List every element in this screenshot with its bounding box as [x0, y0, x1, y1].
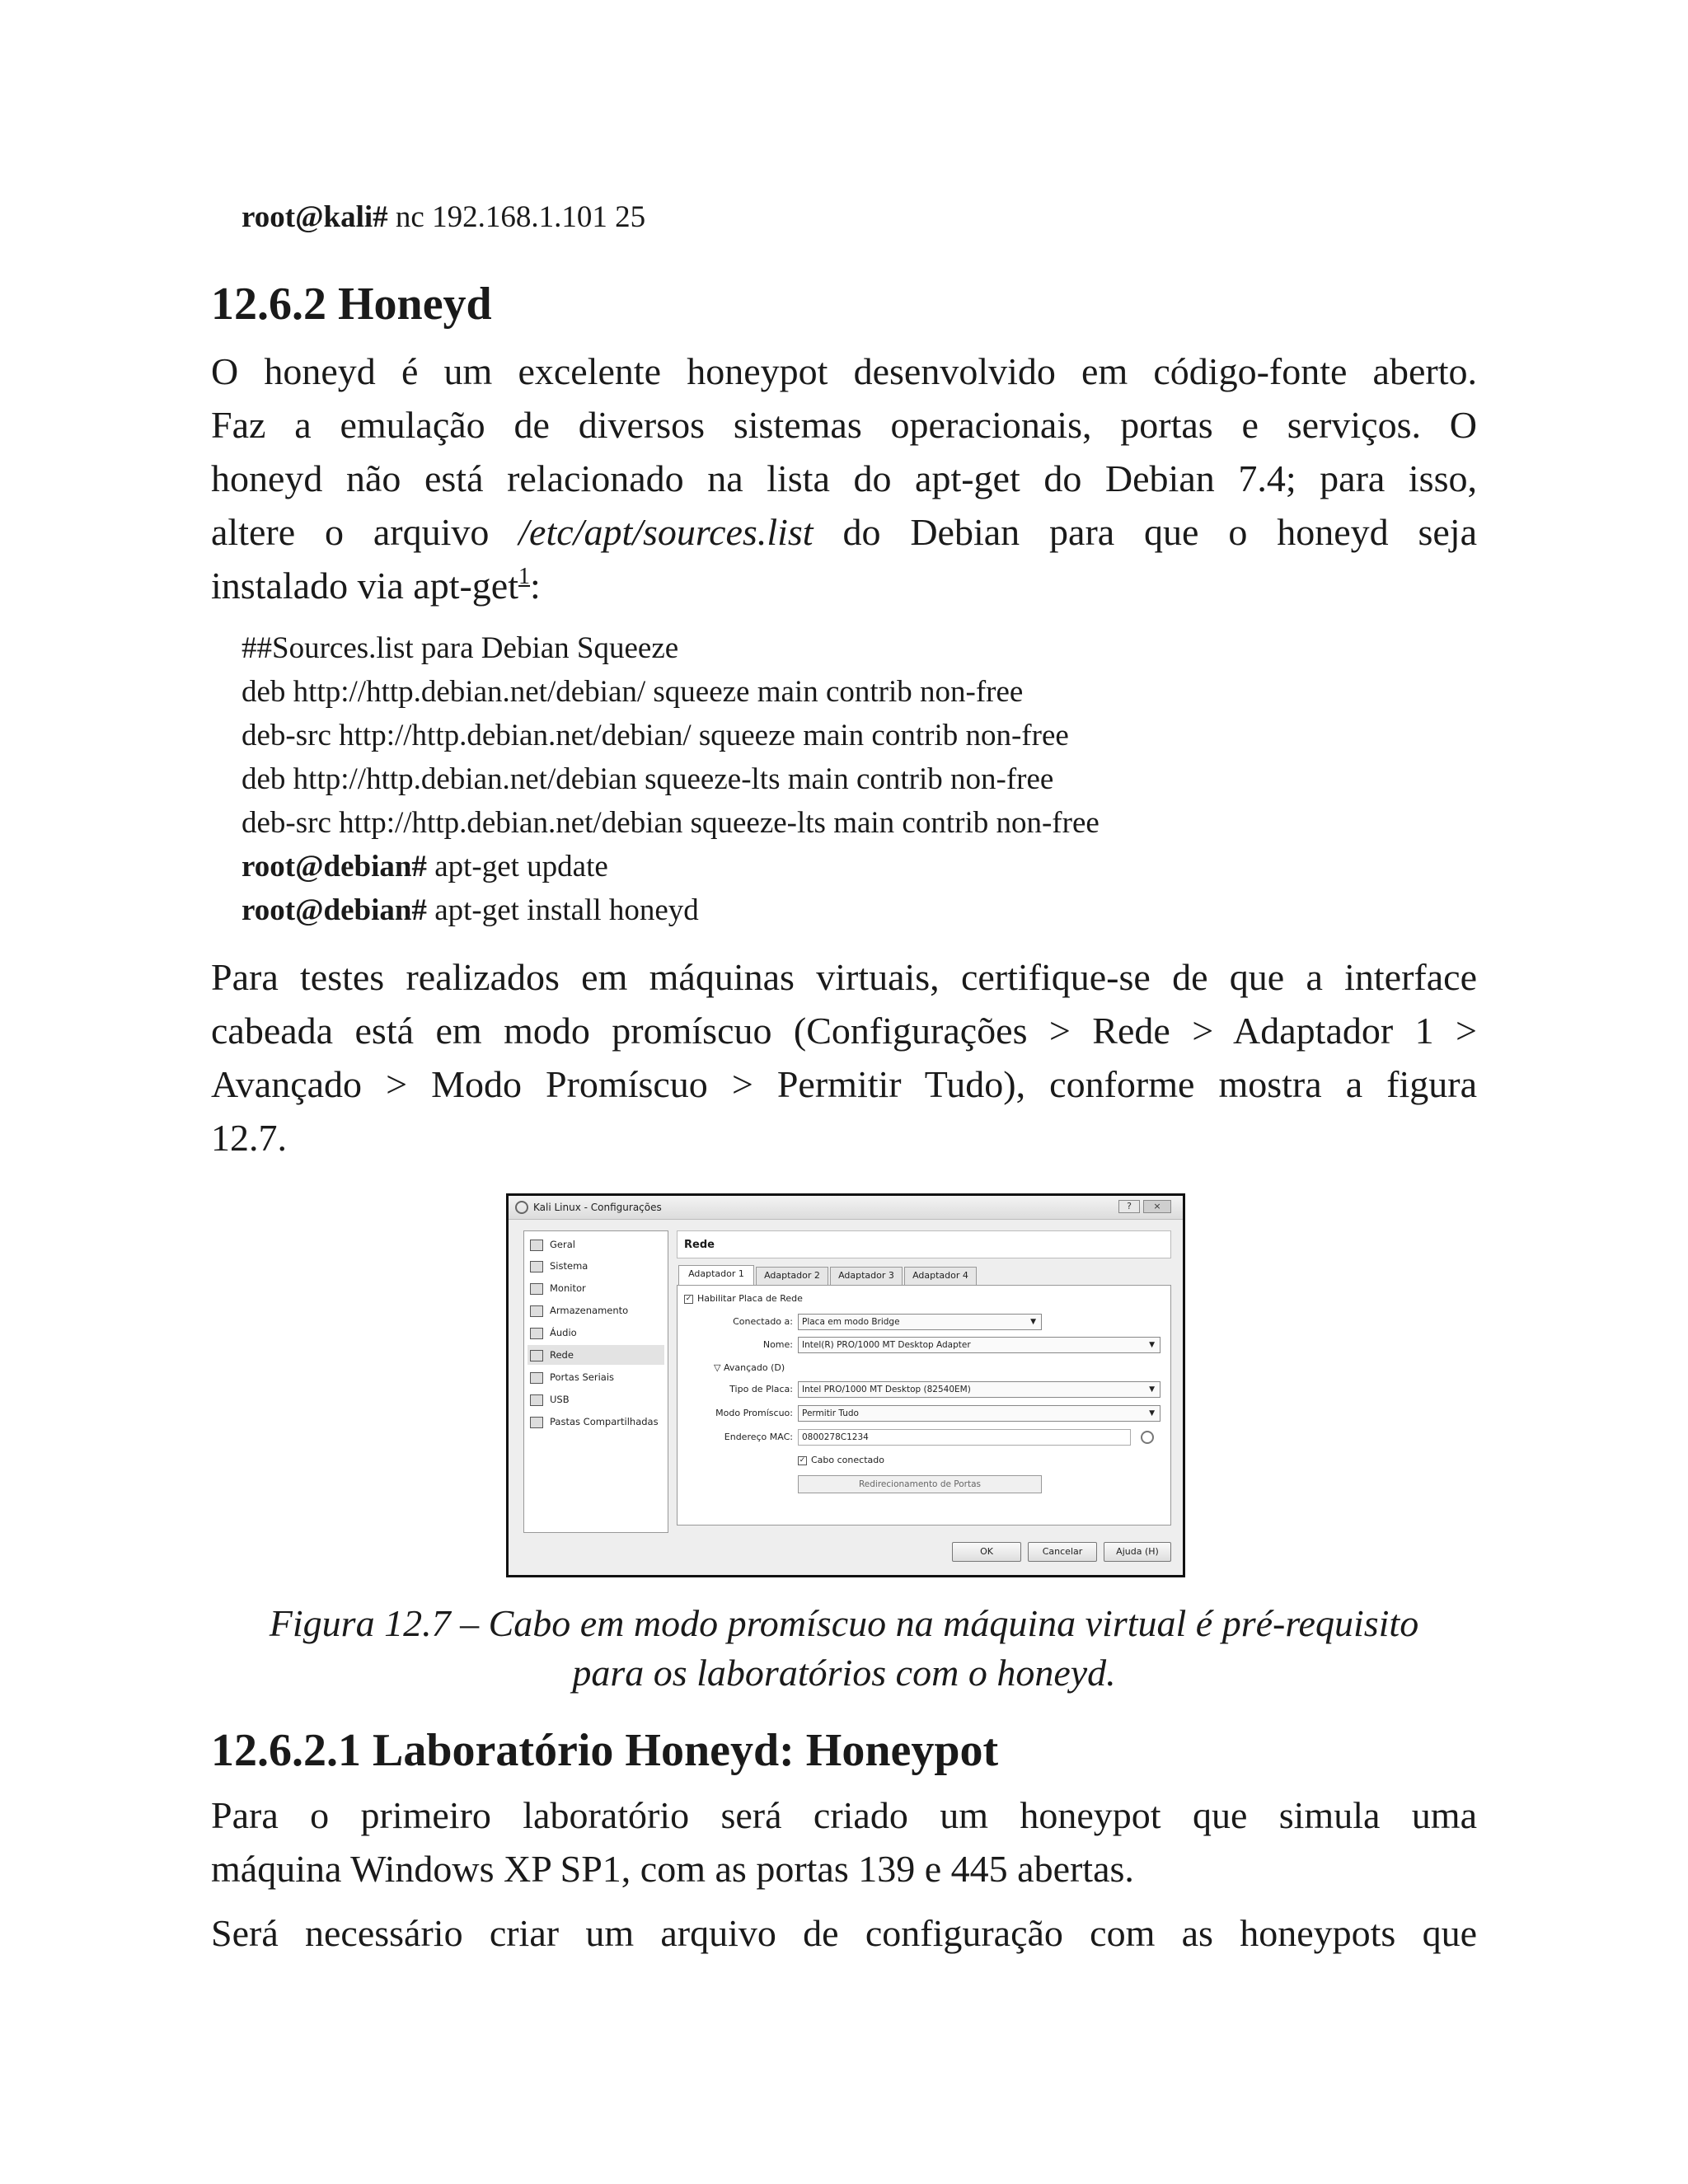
- paragraph-line: [211, 559, 1477, 612]
- sidebar-item-monitor[interactable]: [528, 1278, 664, 1298]
- footnote-ref[interactable]: 1: [518, 564, 530, 589]
- settings-sidebar: [523, 1230, 668, 1533]
- sidebar-item-portas-seriais[interactable]: [528, 1367, 664, 1387]
- checkbox-label: Cabo conectado: [811, 1455, 884, 1465]
- select-value: Intel PRO/1000 MT Desktop (82540EM): [802, 1385, 971, 1394]
- gear-icon: [515, 1201, 528, 1214]
- paragraph-vm-note: [211, 950, 1477, 1165]
- tab-adaptador-1[interactable]: Adaptador 1: [678, 1265, 754, 1285]
- system-icon: [530, 1261, 543, 1272]
- text-segment: altere o arquivo: [211, 511, 490, 553]
- paragraph-line: Faz a emulação de diversos sistemas operacionais, portas e serviços. O: [211, 404, 1477, 446]
- promisc-label: Modo Promíscuo:: [715, 1408, 793, 1418]
- paragraph-line: máquina Windows XP SP1, com as portas 139 e 445 abertas.: [211, 1848, 1134, 1890]
- code-line: deb-src http://http.debian.net/debian squeeze-lts main contrib non-free: [241, 806, 1100, 840]
- prompt: root@debian#: [241, 850, 427, 883]
- sidebar-item-label: Armazenamento: [550, 1305, 629, 1316]
- select-value: Intel(R) PRO/1000 MT Desktop Adapter: [802, 1340, 971, 1350]
- tab-adaptador-3[interactable]: Adaptador 3: [830, 1267, 903, 1285]
- subsection-heading: 12.6.2.1 Laboratório Honeyd: Honeypot: [211, 1725, 999, 1776]
- text-segment: instalado via apt-get: [211, 565, 518, 607]
- sidebar-item-label: Geral: [550, 1239, 575, 1250]
- name-select[interactable]: [798, 1337, 1160, 1353]
- sidebar-item-usb[interactable]: [528, 1390, 664, 1409]
- sidebar-item-label: Áudio: [550, 1327, 577, 1338]
- paragraph-line: Para testes realizados em máquinas virtuais, certifique-se de que a interface: [211, 956, 1477, 998]
- code-line: deb http://http.debian.net/debian squeeze-lts main contrib non-free: [241, 762, 1054, 796]
- tab-adaptador-4[interactable]: Adaptador 4: [904, 1267, 977, 1285]
- paragraph-config: [211, 1906, 1477, 1960]
- dropdown-arrow-icon: ▼: [1149, 1385, 1155, 1394]
- cancel-button[interactable]: Cancelar: [1028, 1542, 1097, 1562]
- mac-input[interactable]: 0800278C1234: [798, 1429, 1131, 1446]
- speaker-icon: [530, 1328, 543, 1339]
- caption-line: Figura 12.7 – Cabo em modo promíscuo na máquina virtual é pré-requisito: [269, 1602, 1419, 1644]
- sidebar-item-label: Sistema: [550, 1260, 588, 1272]
- command: nc 192.168.1.101 25: [395, 200, 646, 234]
- select-value: Permitir Tudo: [802, 1408, 859, 1418]
- window-title: Kali Linux - Configurações: [533, 1202, 662, 1213]
- ok-button[interactable]: OK: [952, 1542, 1021, 1562]
- monitor-icon: [530, 1283, 543, 1295]
- command-line-update: [241, 851, 608, 883]
- figure-caption: [211, 1599, 1477, 1698]
- command: apt-get update: [434, 850, 608, 883]
- connected-select[interactable]: [798, 1314, 1042, 1330]
- help-dialog-button[interactable]: Ajuda (H): [1104, 1542, 1171, 1562]
- prompt: root@debian#: [241, 893, 427, 927]
- sidebar-item-audio[interactable]: [528, 1323, 664, 1343]
- paragraph-line: [211, 505, 1477, 559]
- paragraph-lab: [211, 1788, 1477, 1896]
- sidebar-item-label: Monitor: [550, 1282, 586, 1294]
- sidebar-item-rede[interactable]: [528, 1345, 664, 1365]
- section-header: Rede: [677, 1230, 1171, 1258]
- code-line: deb-src http://http.debian.net/debian/ squeeze main contrib non-free: [241, 719, 1069, 752]
- network-icon: [530, 1350, 543, 1361]
- sidebar-item-sistema[interactable]: [528, 1256, 664, 1276]
- promisc-select[interactable]: [798, 1405, 1160, 1422]
- paragraph-line: Será necessário criar um arquivo de configuração com as honeypots que: [211, 1912, 1477, 1954]
- dropdown-arrow-icon: ▼: [1149, 1341, 1155, 1349]
- port-forwarding-button[interactable]: Redirecionamento de Portas: [798, 1475, 1042, 1493]
- name-label: Nome:: [762, 1339, 793, 1350]
- paragraph-line: honeyd não está relacionado na lista do apt-get do Debian 7.4; para isso,: [211, 457, 1477, 499]
- triangle-down-icon: ▽: [714, 1362, 724, 1373]
- file-path: /etc/apt/sources.list: [518, 511, 814, 553]
- general-icon: [530, 1240, 543, 1251]
- sidebar-item-label: USB: [550, 1394, 570, 1405]
- settings-content: [677, 1230, 1175, 1537]
- check-icon: ✓: [685, 1294, 692, 1303]
- card-type-label: Tipo de Placa:: [729, 1384, 793, 1394]
- caption-line: para os laboratórios com o honeyd.: [572, 1652, 1116, 1694]
- text-segment: :: [530, 565, 541, 607]
- advanced-toggle[interactable]: [714, 1360, 785, 1376]
- code-line: ##Sources.list para Debian Squeeze: [241, 631, 679, 665]
- check-icon: ✓: [799, 1455, 806, 1465]
- adapter-panel: [677, 1285, 1171, 1526]
- text-segment: do Debian para que o honeyd seja: [842, 511, 1478, 553]
- checkbox-label: Habilitar Placa de Rede: [697, 1293, 803, 1304]
- sidebar-item-label: Pastas Compartilhadas: [550, 1416, 659, 1427]
- prompt: root@kali#: [241, 200, 388, 234]
- paragraph-intro: [211, 344, 1477, 612]
- sidebar-item-armazenamento[interactable]: [528, 1301, 664, 1320]
- figure-screenshot: [506, 1193, 1185, 1577]
- storage-icon: [530, 1305, 543, 1317]
- tab-adaptador-2[interactable]: Adaptador 2: [756, 1267, 828, 1285]
- card-type-select[interactable]: [798, 1381, 1160, 1398]
- dropdown-arrow-icon: ▼: [1030, 1318, 1036, 1326]
- sidebar-item-geral[interactable]: [528, 1235, 664, 1254]
- sidebar-item-pastas[interactable]: [528, 1412, 664, 1432]
- help-button[interactable]: ?: [1118, 1200, 1140, 1213]
- close-button[interactable]: ×: [1143, 1200, 1171, 1213]
- window-titlebar: [509, 1196, 1183, 1220]
- connected-label: Conectado a:: [733, 1316, 793, 1327]
- sidebar-item-label: Portas Seriais: [550, 1371, 615, 1383]
- paragraph-line: Avançado > Modo Promíscuo > Permitir Tudo), conforme mostra a figura: [211, 1063, 1477, 1105]
- command-line-nc: [241, 201, 645, 234]
- command-line-install: [241, 894, 699, 927]
- usb-icon: [530, 1394, 543, 1406]
- enable-adapter-checkbox[interactable]: [684, 1291, 803, 1307]
- command: apt-get install honeyd: [434, 893, 699, 927]
- paragraph-line: cabeada está em modo promíscuo (Configurações > Rede > Adaptador 1 >: [211, 1010, 1477, 1052]
- refresh-icon[interactable]: [1141, 1431, 1154, 1444]
- section-heading: 12.6.2 Honeyd: [211, 279, 492, 330]
- serial-port-icon: [530, 1372, 543, 1384]
- code-line: deb http://http.debian.net/debian/ squeeze main contrib non-free: [241, 675, 1024, 709]
- mac-label: Endereço MAC:: [724, 1432, 793, 1442]
- paragraph-line: O honeyd é um excelente honeypot desenvolvido em código-fonte aberto.: [211, 350, 1477, 392]
- cable-connected-checkbox[interactable]: [798, 1452, 884, 1469]
- sidebar-item-label: Rede: [550, 1349, 574, 1361]
- paragraph-line: Para o primeiro laboratório será criado um honeypot que simula uma: [211, 1794, 1477, 1836]
- dropdown-arrow-icon: ▼: [1149, 1409, 1155, 1418]
- folder-icon: [530, 1417, 543, 1428]
- toggle-label: Avançado (D): [723, 1362, 785, 1373]
- select-value: Placa em modo Bridge: [802, 1317, 900, 1327]
- paragraph-line: 12.7.: [211, 1117, 287, 1159]
